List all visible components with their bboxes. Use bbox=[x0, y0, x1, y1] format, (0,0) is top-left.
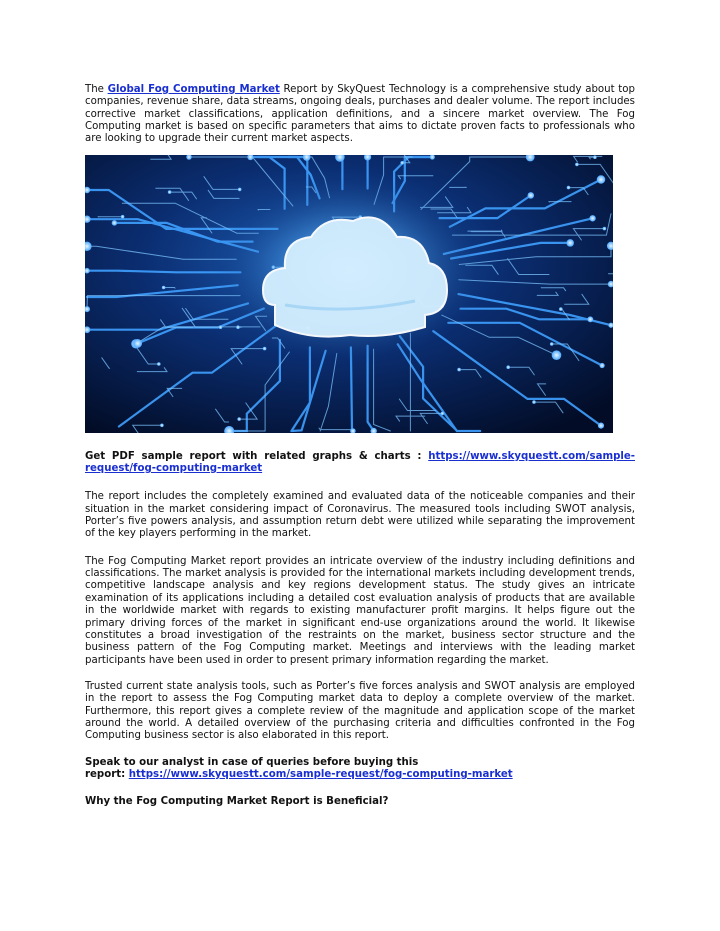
pdf-sample-label: Get PDF sample report with related graphs & charts : bbox=[85, 450, 429, 462]
analyst-line-2-label: report: bbox=[85, 768, 129, 780]
analyst-request-link[interactable]: https://www.skyquestt.com/sample-request/fog-computing-market bbox=[128, 768, 513, 780]
body-paragraph-1: The report includes the completely examined and evaluated data of the noticeable companies and their situation in the market considering impact of Coronavirus. The measured tools including SWOT analysis, Porter’s five powers analysis, and assumption return debt were utilized while separating the improvement of the key players performing in the market. bbox=[85, 491, 635, 540]
pdf-sample-link[interactable]: https://www.skyquestt.com/sample-request/fog-computing-market bbox=[85, 450, 635, 475]
intro-rest: Report by SkyQuest Technology is a comprehensive study about top companies, revenue share, data streams, ongoing deals, purchases and dealer volume. The report includes corrective market classifications, application definitions, and a sincere market overview. The Fog Computing market is based on specific parameters that aims to dictate proven facts to professionals who are looking to upgrade their current market aspects. bbox=[85, 84, 635, 145]
global-fog-computing-market-link[interactable]: Global Fog Computing Market bbox=[107, 84, 280, 95]
why-heading: Why the Fog Computing Market Report is Beneficial? bbox=[85, 796, 389, 808]
body-paragraph-2: The Fog Computing Market report provides an intricate overview of the industry including definitions and classifications. The market analysis is provided for the international markets including development trends, competitive landscape analysis and key regions development status. The study gives an intricate examination of its applications including a detailed cost evaluation analysis of products that are available in the worldwide market with regards to existing manufacturer profit margins. It helps figure out the primary driving forces of the market in significant end-use organizations around the world. It likewise constitutes a broad investigation of the restraints on the market, business sector structure and the business pattern of the Fog Computing market. Meetings and interviews with the leading market participants have been used in order to present primary information regarding the market. bbox=[85, 555, 635, 666]
body-paragraph-3: Trusted current state analysis tools, such as Porter’s five forces analysis and SWOT analysis are employed in the report to assess the Fog Computing market data to deploy a complete overview of the market. Furthermore, this report gives a complete review of the magnitude and application scope of the market around the world. A detailed overview of the purchasing criteria and difficulties confronted in the Fog Computing business sector is also elaborated in this report. bbox=[85, 680, 635, 742]
cloud-circuit-image bbox=[85, 155, 613, 433]
intro-prefix: The bbox=[85, 84, 108, 95]
analyst-contact bbox=[85, 757, 635, 782]
intro-paragraph bbox=[85, 84, 635, 146]
pdf-sample-line bbox=[85, 451, 635, 476]
analyst-line-1: Speak to our analyst in case of queries before buying this bbox=[85, 756, 419, 768]
